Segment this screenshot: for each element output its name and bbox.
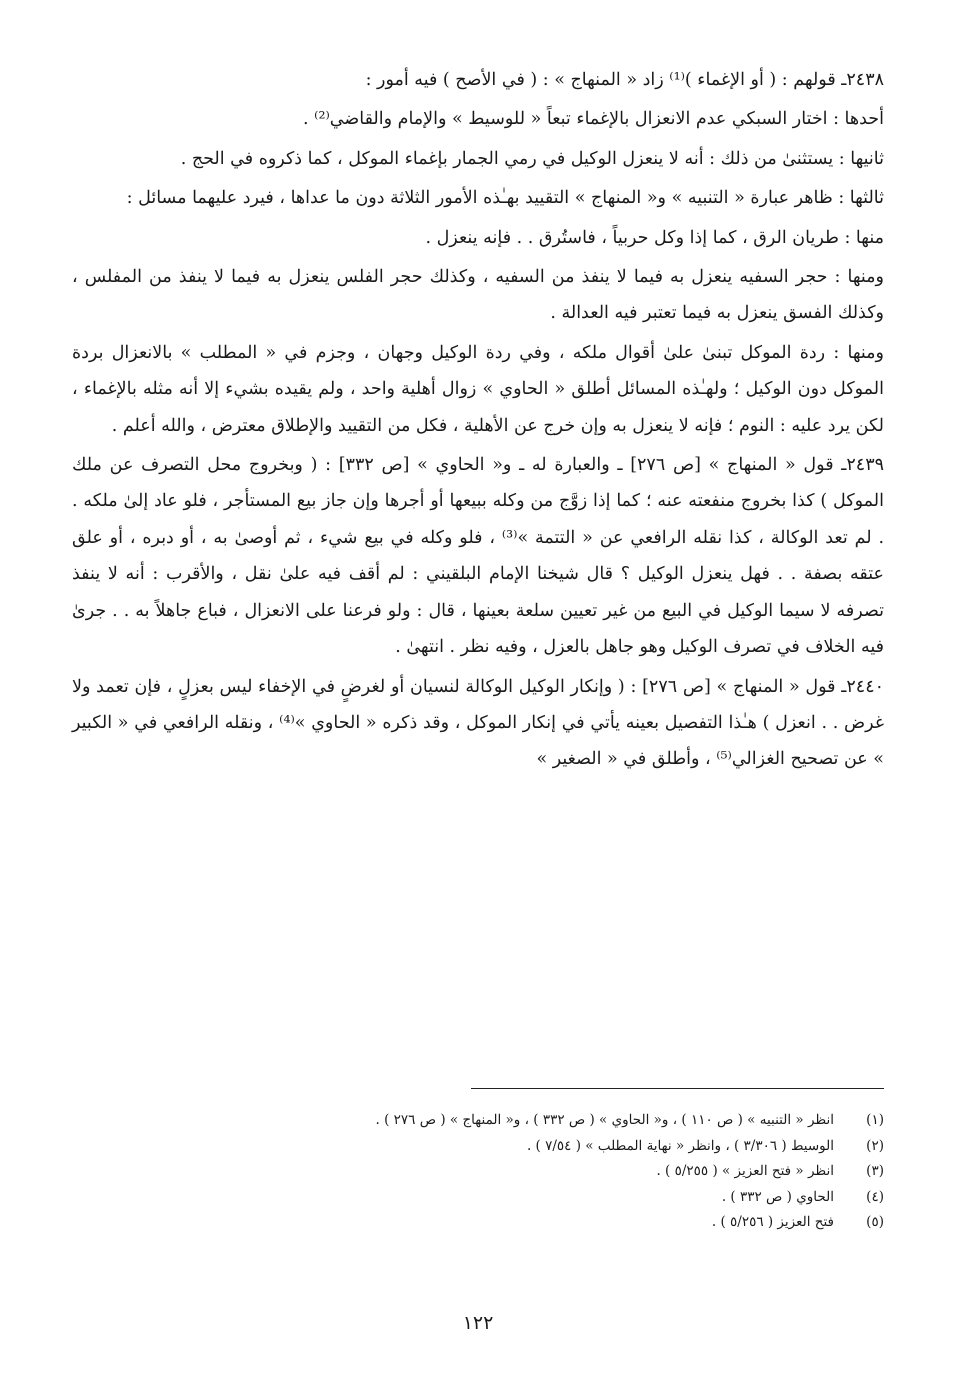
- footnote-number: (٤): [866, 1188, 884, 1205]
- paragraph-2438: ٢٤٣٨ـ قولهم : ( أو الإغماء )⁽¹⁾ زاد « المنهاج » : ( في الأصح ) فيه أمور :: [365, 70, 884, 90]
- footnote-4: [72, 1185, 884, 1211]
- paragraph-2440: ٢٤٤٠ـ قول « المنهاج » [ص ٢٧٦] : ( وإنكار الوكيل الوكالة لنسيان أو لغرضٍ في الإخفاء ليس بعزلٍ ، فإن تعمد ولا غرض . . انعزل ) هـٰذا التفصيل بعينه يأتي في إنكار الموكل ، وقد ذكره « الحاوي »⁽⁴⁾ ، ونقله الرافعي في « الكبير » عن تصحيح الغزالي⁽⁵⁾ ، وأطلق في « الصغير »: [72, 676, 884, 770]
- paragraph-minha-1: منها : طريان الرق ، كما إذا وكل حربياً ، فاستُرق . . فإنه ينعزل .: [425, 227, 884, 248]
- paragraph-first-matter: أحدها : اختار السبكي عدم الانعزال بالإغماء تبعاً « للوسيط » والإمام والقاضي⁽²⁾ .: [303, 109, 884, 130]
- footnote-2: [72, 1134, 884, 1160]
- footnote-3: [72, 1159, 884, 1185]
- footnote-number: (٥): [866, 1214, 884, 1230]
- main-text: [72, 62, 884, 781]
- paragraph-second-matter: ثانيها : يستثنىٰ من ذلك : أنه لا ينعزل الوكيل في رمي الجمار بإغماء الموكل ، كما ذكروه في الحج .: [180, 148, 884, 169]
- paragraph-minha-2: ومنها : حجر السفيه ينعزل به فيما لا ينفذ من السفيه ، وكذلك حجر الفلس ينعزل به فيما لا ينفذ من المفلس ، وكذلك الفسق ينعزل به فيما تعتبر فيه العدالة .: [72, 267, 884, 324]
- paragraph-third-matter: ثالثها : ظاهر عبارة « التنبيه » و« المنهاج » التقييد بهـٰذه الأمور الثلاثة دون ما عداها ، فيرد عليهما مسائل :: [126, 188, 884, 209]
- paragraph-minha-3: ومنها : ردة الموكل تبنىٰ علىٰ أقوال ملكه ، وفي ردة الوكيل وجهان ، وجزم في « المطلب » بالانعزال بردة الموكل دون الوكيل ؛ ولهـٰذه المسائل أطلق « الحاوي » زوال أهلية واحد ، ولم يقيده بشيء إلا أنه مثله بالإغماء ، لكن يرد عليه : النوم ؛ فإنه لا ينعزل به وإن خرج عن الأهلية ، فكل من التقييد والإطلاق معترض ، والله أعلم .: [72, 342, 884, 436]
- footnote-number: (٣): [866, 1163, 884, 1179]
- footnote-text: فتح العزيز ( ٥/٢٥٦ ) .: [711, 1214, 834, 1230]
- footnotes: [72, 1108, 884, 1236]
- paragraph-2439: ٢٤٣٩ـ قول « المنهاج » [ص ٢٧٦] ـ والعبارة له ـ و« الحاوي » [ص ٣٣٢] : ( وبخروج محل التصرف عن ملك الموكل ) كذا بخروج منفعته عنه ؛ كما إذا زوَّج من وكله ببيعها أو أجرها وإن جاز بيع المستأجر ، فلو عاد إلىٰ ملكه . . لم تعد الوكالة ، كذا نقله الرافعي عن « التتمة »⁽³⁾ ، فلو وكله في بيع شيء ، ثم أوصىٰ به ، أو دبره ، أو علق عتقه بصفة . . فهل ينعزل الوكيل ؟ قال شيخنا الإمام البلقيني : لم أقف فيه علىٰ نقل ، والأقرب : أنه لا ينفذ تصرفه لا سيما الوكيل في البيع من غير تعيين سلعة بعينها ، قال : ولو فرعنا على الانعزال ، فباع جاهلاً به . . جرىٰ فيه الخلاف في تصرف الوكيل وهو جاهل بالعزل ، وفيه نظر . انتهىٰ .: [72, 455, 885, 658]
- footnote-text: انظر « فتح العزيز » ( ٥/٢٥٥ ) .: [656, 1163, 834, 1179]
- page-number: ١٢٢: [462, 1312, 494, 1334]
- footnote-number: (٢): [866, 1137, 884, 1154]
- footnote-1: [72, 1108, 884, 1134]
- footnote-5: [72, 1210, 884, 1236]
- footnote-number: (١): [866, 1112, 884, 1128]
- footnote-text: انظر « التنبيه » ( ص ١١٠ ) ، و« الحاوي » ( ص ٣٣٢ ) ، و« المنهاج » ( ص ٢٧٦ ) .: [375, 1112, 834, 1128]
- footnote-text: الوسيط ( ٣/٣٠٦ ) ، وانظر « نهاية المطلب » ( ٧/٥٤ ) .: [526, 1137, 834, 1154]
- footnote-separator: [471, 1088, 884, 1089]
- footnote-text: الحاوي ( ص ٣٣٢ ) .: [721, 1188, 834, 1205]
